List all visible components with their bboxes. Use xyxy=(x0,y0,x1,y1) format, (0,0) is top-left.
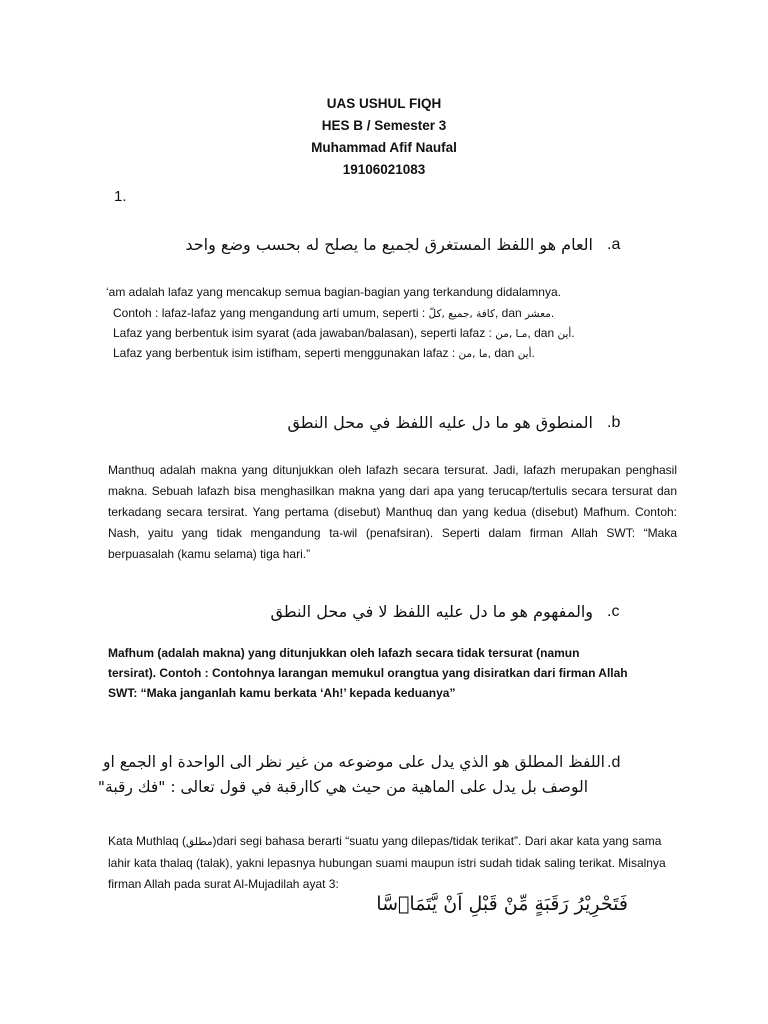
section-d-label: .d xyxy=(607,754,621,771)
section-a-line4: Lafaz yang berbentuk isim istifham, seperti menggunakan lafaz : ما ,من, dan أين. xyxy=(113,346,535,360)
section-a-line3: Lafaz yang berbentuk isim syarat (ada jawaban/balasan), seperti lafaz : مـا ,من, dan أين. xyxy=(113,326,575,340)
section-a-line2: Contoh : lafaz-lafaz yang mengandung arti umum, seperti : كافة ,جميع ,كلّ, dan معشر. xyxy=(113,306,555,320)
section-b-label: .b xyxy=(607,414,621,431)
doc-class: HES B / Semester 3 xyxy=(321,118,447,133)
section-a-label: .a xyxy=(607,236,621,253)
section-c-paragraph: Mafhum (adalah makna) yang ditunjukkan oleh lafazh secara tidak tersurat (namun tersirat). Contoh : Contohnya larangan memukul orangtua yang disiratkan dari firman Allah SWT: “Maka janganlah kamu berkata ‘Ah!’ kepada keduanya” xyxy=(108,646,628,700)
section-b-paragraph: Manthuq adalah makna yang ditunjukkan oleh lafazh secara tersurat. Jadi, lafazh merupakan penghasil makna. Sebuah lafazh bisa menghasilkan makna yang dari apa yang terucap/tertulis secara tersurat dan terkadang secara tersirat. Yang pertama (disebut) Manthuq dan yang kedua (disebut) Mafhum. Contoh: Nash, yaitu yang tidak mengandung ta-wil (penafsiran). Seperti dalam firman Allah SWT: “Maka berpuasalah (kamu selama) tiga hari.” xyxy=(108,463,677,561)
section-c-label: .c xyxy=(607,603,620,620)
section-a-line1: ‘am adalah lafaz yang mencakup semua bagian-bagian yang terkandung didalamnya. xyxy=(106,285,561,299)
section-a-arabic: العام هو اللفظ المستغرق لجميع ما يصلح له بحسب وضع واحد xyxy=(185,235,593,254)
doc-title: UAS USHUL FIQH xyxy=(326,96,442,111)
section-d-paragraph: Kata Muthlaq (مطلق)dari segi bahasa berarti “suatu yang dilepas/tidak terikat”. Dari akar kata yang sama lahir kata thalaq (talak), yakni lepasnya hubungan suami maupun istri sudah tidak saling terikat. Misalnya firman Allah pada surat Al-Mujadilah ayat 3: xyxy=(108,834,666,891)
section-b-arabic: المنطوق هو ما دل عليه اللفظ في محل النطق xyxy=(287,413,593,432)
doc-author: Muhammad Afif Naufal xyxy=(311,140,457,155)
section-d-arabic-line1: اللفظ المطلق هو الذي يدل على موضوعه من غير نظر الى الواحدة او الجمع او xyxy=(103,753,605,771)
question-number: 1. xyxy=(114,188,127,205)
section-d-arabic-line2: الوصف بل يدل على الماهية من حيث هي كاارقبة في قول تعالى : "فك رقبة" xyxy=(97,778,588,796)
section-d-verse: فَتَحْرِيْرُ رَقَبَةٍ مِّنْ قَبْلِ اَنْ يَّتَمَاۤسَّا xyxy=(376,893,628,915)
doc-student-id: 19106021083 xyxy=(342,162,426,177)
section-c-arabic: والمفهوم هو ما دل عليه اللفظ لا في محل النطق xyxy=(270,602,593,621)
